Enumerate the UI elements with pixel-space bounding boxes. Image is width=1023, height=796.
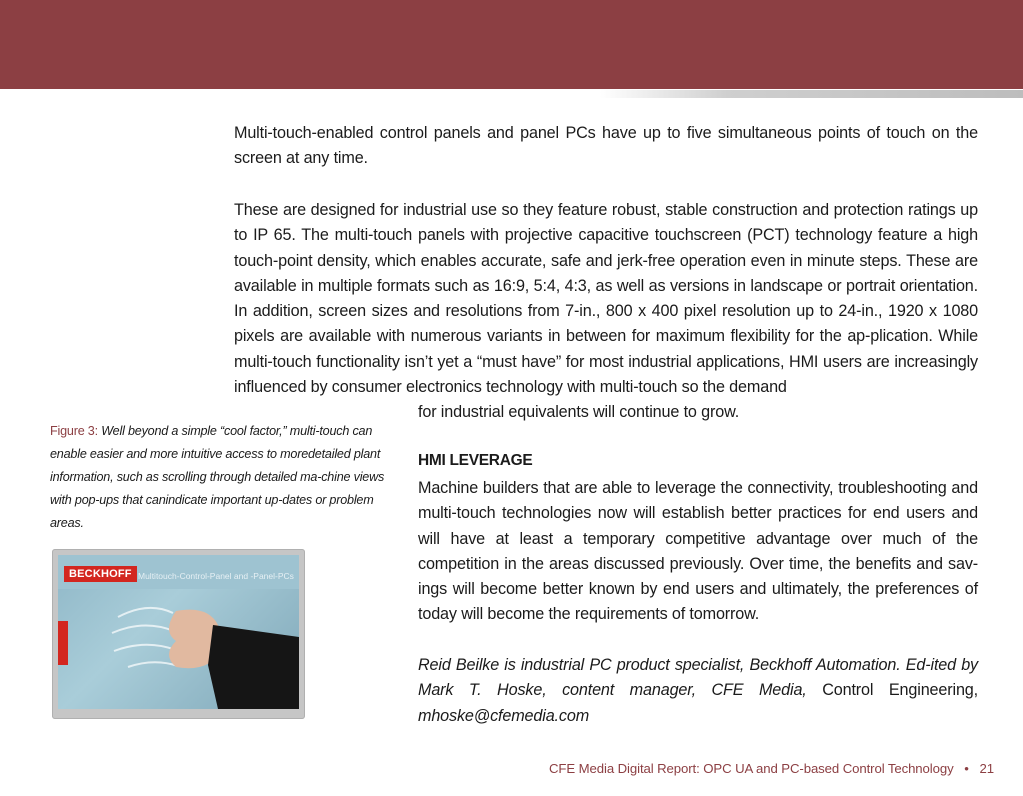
body-paragraph-2-tail (418, 400, 978, 425)
page-number: 21 (979, 761, 994, 776)
page-footer (549, 761, 994, 776)
figure-caption-text: Well beyond a simple “cool factor,” multi-touch can enable easier and more intuitive access to moredetailed plant information, such as scrolling through detailed ma-chine views with pop-ups that canindicate important up-dates or problem areas. (50, 424, 385, 530)
hand-illustration (58, 555, 299, 709)
figure-label: Figure 3: (50, 424, 98, 438)
section-heading: HMI LEVERAGE (418, 452, 533, 469)
paragraph-text: These are designed for industrial use so they feature robust, stable construction and protection ratings up to IP 65. The multi-touch panels with projective capacitive touchscreen (PCT) technology feature a high touch-point density, which enables accurate, safe and jerk-free operation even in minute steps. These are available in multiple formats such as 16:9, 5:4, 4:3, as well as versions in landscape or portrait orientation. In addition, screen sizes and resolutions from 7-in., 800 x 400 pixel resolution up to 24-in., 1920 x 1080 pixels are available with numerous variants in between for maximum flexibility for the ap-plication. While multi-touch functionality isn’t yet a “must have” for most industrial applications, HMI users are increasingly influenced by consumer electronics technology with multi-touch so the demand (234, 201, 978, 397)
panel-title: Multitouch-Control-Panel and -Panel-PCs (138, 571, 294, 581)
footer-text: CFE Media Digital Report: OPC UA and PC-based Control Technology (549, 761, 954, 776)
paragraph-text: Machine builders that are able to leverage the connectivity, troubleshooting and multi-touch technologies now will establish better practices for end users and will have at least a temporary competitive advantage over much of the competition in the areas discussed previously. Over time, the benefits and sav-ings will become better known by end users and ultimately, the preferences of today will become the requirements of tomorrow. (418, 479, 978, 624)
footer-separator: • (964, 761, 969, 776)
header-bar (0, 0, 1023, 89)
body-paragraph-2 (234, 198, 978, 400)
panel-screen (58, 555, 299, 709)
publication-name: Control Engineering, (822, 681, 978, 700)
body-paragraph-1 (234, 121, 978, 172)
author-bio (418, 653, 978, 729)
figure-caption (50, 420, 400, 535)
body-paragraph-3 (418, 476, 978, 628)
brand-logo: BECKHOFF (64, 566, 137, 582)
author-email: mhoske@cfemedia.com (418, 706, 590, 725)
author-bio-text: Reid Beilke is industrial PC product specialist, Beckhoff Automation. Ed-ited by Mark T. Hoske, content manager, CFE Media, (418, 656, 978, 700)
figure-photo (52, 549, 305, 719)
paragraph-text: Multi-touch-enabled control panels and panel PCs have up to five simultaneous points of touch on the screen at any time. (234, 124, 978, 168)
paragraph-text: for industrial equivalents will continue to grow. (418, 403, 740, 421)
header-shadow (600, 90, 1023, 98)
